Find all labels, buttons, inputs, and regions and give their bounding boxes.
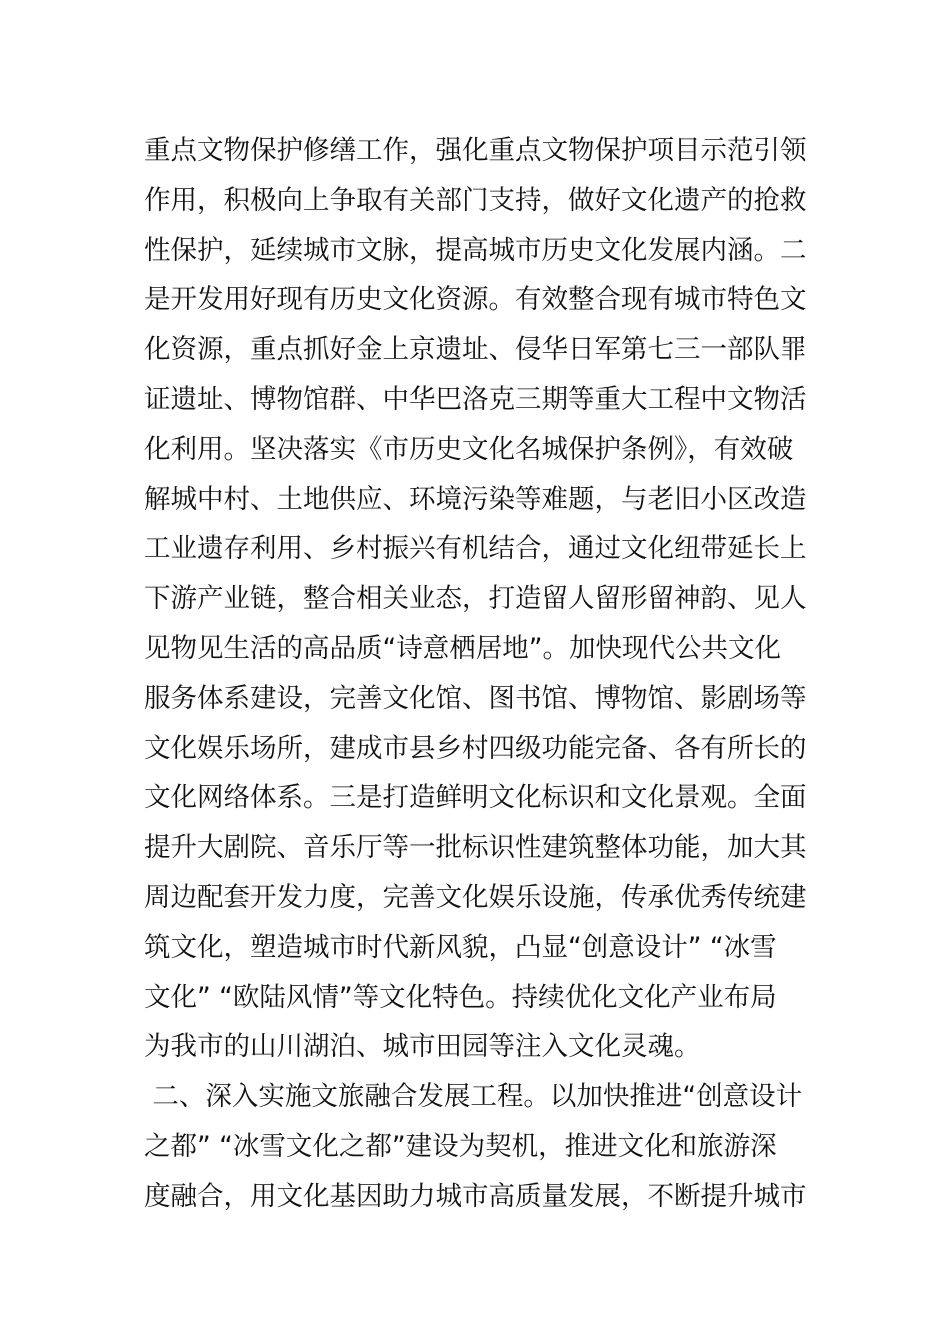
text-line: 工业遗存利用、乡村振兴有机结合，通过文化纽带延长上 [144, 533, 807, 565]
text-line: 是开发用好现有历史文化资源。有效整合现有城市特色文 [144, 284, 807, 316]
text-line: 服务体系建设，完善文化馆、图书馆、博物馆、影剧场等 [144, 682, 807, 714]
text-line: 证遗址、博物馆群、中华巴洛克三期等重大工程中文物活 [144, 383, 807, 415]
text-line: 见物见生活的高品质“诗意栖居地”。加快现代公共文化 [144, 632, 781, 664]
text-line: 化利用。坚决落实《市历史文化名城保护条例》，有效破 [144, 433, 794, 465]
text-line: 之都” “冰雪文化之都”建设为契机，推进文化和旅游深 [144, 1130, 777, 1162]
text-line: 提升大剧院、音乐厅等一批标识性建筑整体功能，加大其 [144, 832, 807, 864]
text-line: 周边配套开发力度，完善文化娱乐设施，传承优秀传统建 [144, 881, 807, 913]
text-line: 性保护，延续城市文脉，提高城市历史文化发展内涵。二 [144, 234, 807, 266]
text-line: 作用，积极向上争取有关部门支持，做好文化遗产的抢救 [144, 184, 807, 216]
body-text [144, 126, 814, 1222]
text-line: 文化网络体系。三是打造鲜明文化标识和文化景观。全面 [144, 782, 807, 814]
text-line: 筑文化，塑造城市时代新风貌，凸显“创意设计” “冰雪 [144, 931, 777, 963]
text-line: 化资源，重点抓好金上京遗址、侵华日军第七三一部队罪 [144, 334, 807, 366]
text-line: 为我市的山川湖泊、城市田园等注入文化灵魂。 [144, 1031, 701, 1063]
text-line: 解城中村、土地供应、环境污染等难题，与老旧小区改造 [144, 483, 807, 515]
text-line: 度融合，用文化基因助力城市高质量发展，不断提升城市 [144, 1180, 807, 1212]
text-line: 二、深入实施文旅融合发展工程。以加快推进“创意设计 [144, 1081, 803, 1113]
text-line: 下游产业链，整合相关业态，打造留人留形留神韵、见人 [144, 583, 807, 615]
text-line: 文化” “欧陆风情”等文化特色。持续优化文化产业布局 [144, 981, 777, 1013]
text-line: 文化娱乐场所，建成市县乡村四级功能完备、各有所长的 [144, 732, 807, 764]
text-line: 重点文物保护修缮工作，强化重点文物保护项目示范引领 [144, 135, 807, 166]
